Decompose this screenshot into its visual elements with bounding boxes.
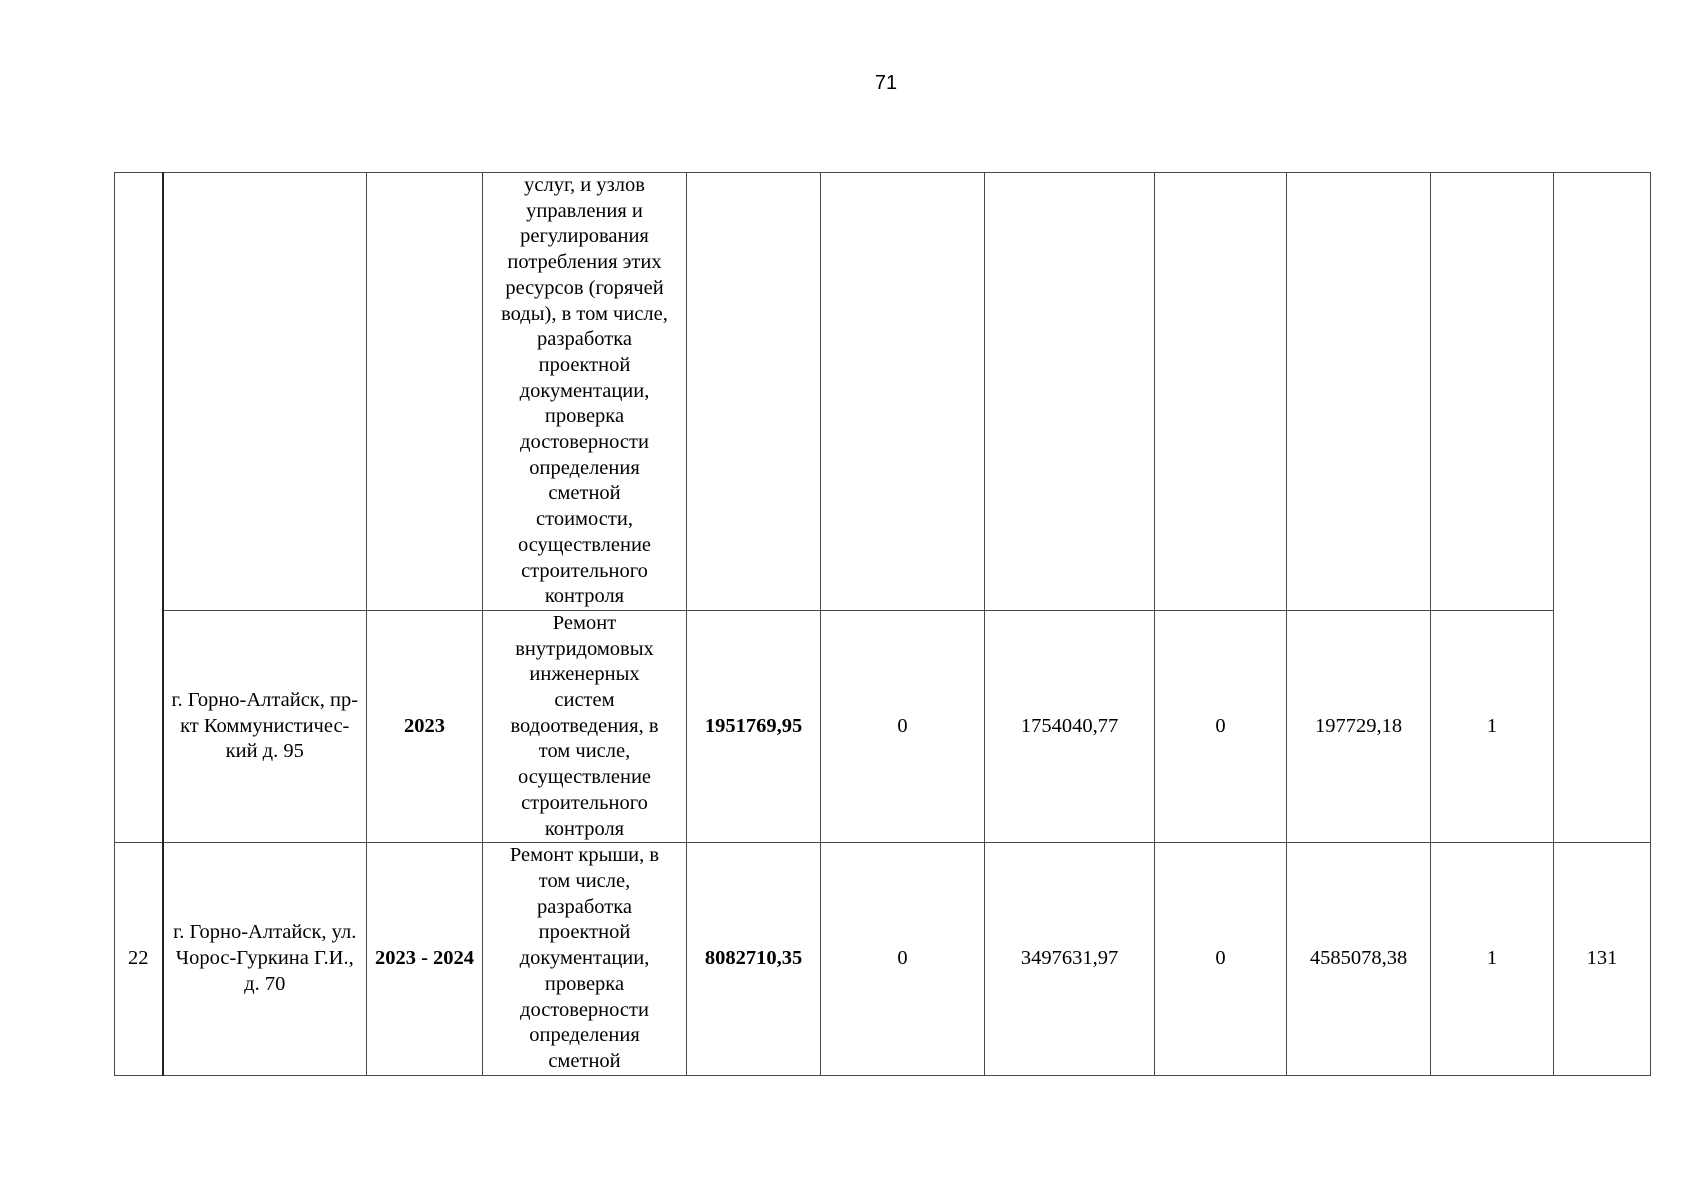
work-type-cell: [483, 843, 687, 1075]
years-cell: [367, 173, 483, 611]
total-cost-cell: 8082710,35: [687, 843, 821, 1075]
count-cell: 1: [1431, 610, 1554, 842]
count-cell: 1: [1431, 843, 1554, 1075]
fund-support-cell: [821, 173, 985, 611]
repair-program-table: [114, 172, 1651, 1076]
address-cell: г. Горно-Алтайск, пр-кт Коммунистичес-кий д. 95: [163, 610, 367, 842]
table-row: [115, 843, 1651, 1075]
total-cost-cell: 1951769,95: [687, 610, 821, 842]
work-type-text: услуг, и узлов управления и регулирования потребления этих ресурсов (горячей воды), в том числе, разработка проектной документации, проверка достоверности определения сметной стоимости, осуществление строительного контроля: [501, 174, 668, 608]
extra-cell: 131: [1554, 843, 1651, 1075]
total-cost-cell: [687, 173, 821, 611]
work-type-cell: [483, 173, 687, 611]
work-type-text: Ремонт крыши, в том числе, разработка проектной документации, проверка достоверности определения сметной: [509, 844, 660, 1072]
work-type-text: Ремонт внутридомовых инженерных систем водоотведения, в том числе, осуществление строительного контроля: [510, 611, 659, 840]
years-cell: 2023: [367, 610, 483, 842]
fund-support-cell: 0: [821, 843, 985, 1075]
owner-funds-cell: 3497631,97: [985, 843, 1155, 1075]
page-number: 71: [874, 72, 898, 94]
budget-funds-cell: [1155, 173, 1287, 611]
table-row: [115, 173, 1651, 611]
table-row: [115, 610, 1651, 842]
other-funds-cell: 197729,18: [1287, 610, 1431, 842]
years-cell: 2023 - 2024: [367, 843, 483, 1075]
other-funds-cell: 4585078,38: [1287, 843, 1431, 1075]
other-funds-cell: [1287, 173, 1431, 611]
owner-funds-cell: [985, 173, 1155, 611]
address-cell: [163, 173, 367, 611]
row-number-cell: [115, 173, 163, 843]
extra-cell: [1554, 173, 1651, 843]
budget-funds-cell: 0: [1155, 610, 1287, 842]
count-cell: [1431, 173, 1554, 611]
fund-support-cell: 0: [821, 610, 985, 842]
address-cell: г. Горно-Алтайск, ул. Чорос-Гуркина Г.И., д. 70: [163, 843, 367, 1075]
row-number-cell: 22: [115, 843, 163, 1075]
work-type-cell: [483, 610, 687, 842]
budget-funds-cell: 0: [1155, 843, 1287, 1075]
owner-funds-cell: 1754040,77: [985, 610, 1155, 842]
